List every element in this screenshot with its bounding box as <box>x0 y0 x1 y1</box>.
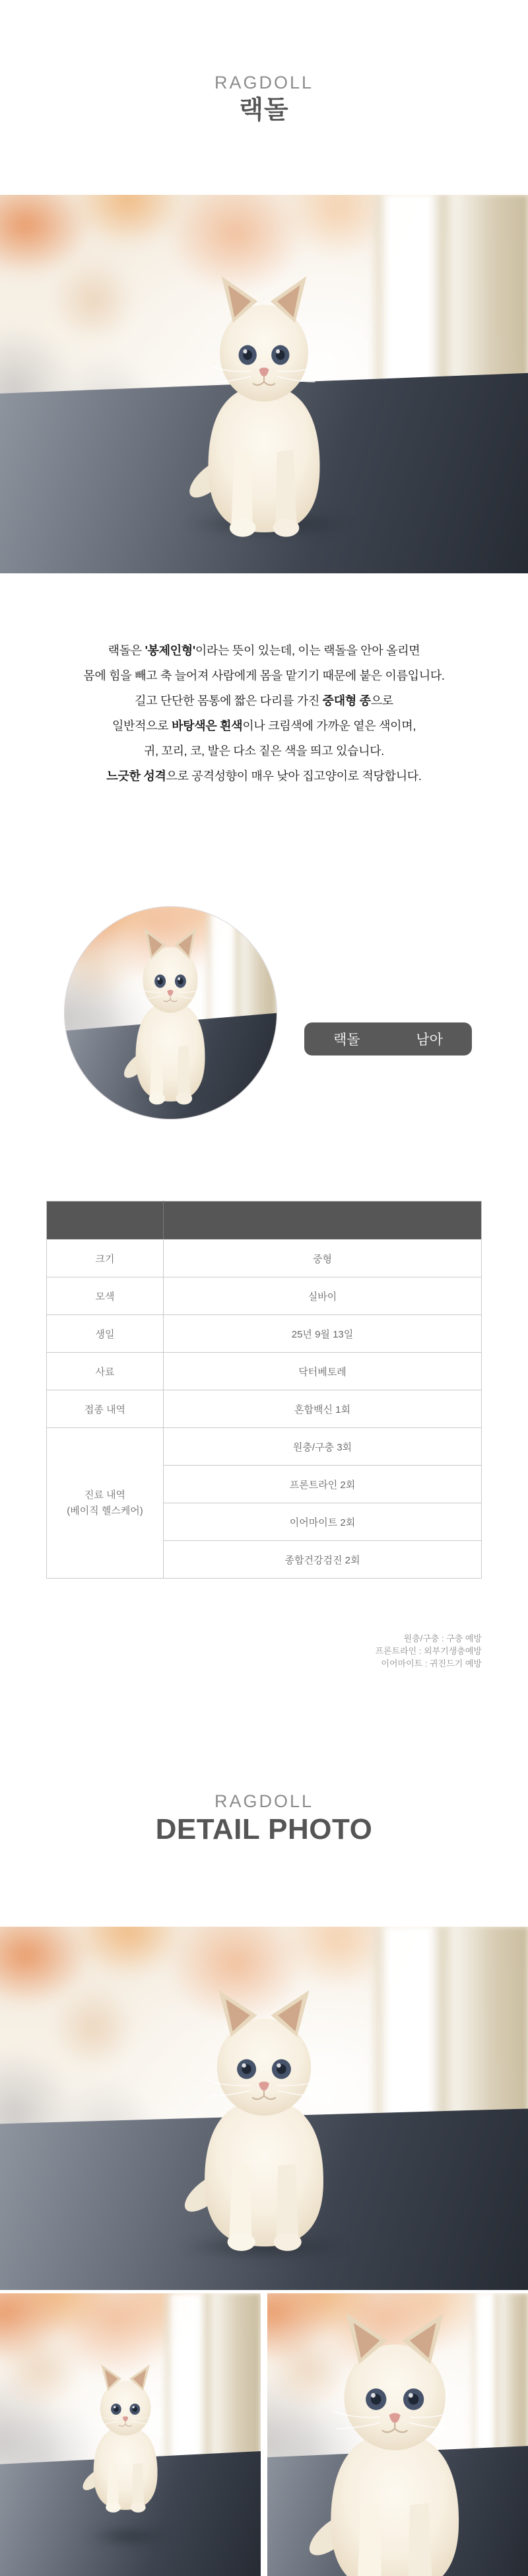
badge-breed-label: 랙돌 <box>333 1032 360 1048</box>
footnote: 원충/구충 : 구충 예방 <box>403 1633 482 1643</box>
description-line: 귀, 꼬리, 코, 발은 다소 짙은 색을 띄고 있습니다. <box>144 744 384 758</box>
hero-photo <box>0 195 528 573</box>
row-value: 중형 <box>164 1240 482 1277</box>
breed-eyebrow: RAGDOLL <box>214 73 314 92</box>
description-line: 일반적으로 바탕색은 흰색이나 크림색에 가까운 옅은 색이며, <box>112 719 416 733</box>
kitten-illustration <box>119 924 221 1106</box>
table-row <box>47 1277 482 1315</box>
row-label: 크기 <box>47 1240 164 1277</box>
pet-info-table <box>46 1201 482 1579</box>
kitten-illustration <box>177 1985 351 2254</box>
table-row <box>47 1315 482 1353</box>
breed-description <box>0 638 528 789</box>
detail-photo <box>0 1927 528 2290</box>
kitten-illustration <box>79 2361 172 2514</box>
care-item: 프론트라인 2회 <box>164 1466 482 1503</box>
care-item: 원충/구충 3회 <box>164 1428 482 1466</box>
row-value: 25년 9월 13일 <box>164 1315 482 1353</box>
table-row <box>47 1390 482 1428</box>
kitten-illustration <box>182 271 346 540</box>
care-item: 종합건강검진 2회 <box>164 1541 482 1579</box>
row-label: 생일 <box>47 1315 164 1353</box>
row-value: 닥터베토레 <box>164 1353 482 1390</box>
row-label: 사료 <box>47 1353 164 1390</box>
description-line: 랙돌은 '봉제인형'이라는 뜻이 있는데, 이는 랙돌을 안아 올리면 <box>108 644 420 657</box>
row-label: 접종 내역 <box>47 1390 164 1428</box>
breed-sex-badge <box>304 1022 472 1055</box>
table-row <box>47 1428 482 1466</box>
table-header-cell-left <box>47 1201 164 1240</box>
detail-title: DETAIL PHOTO <box>155 1813 373 1845</box>
care-label: 진료 내역 (베이직 헬스케어) <box>47 1428 164 1579</box>
profile-photo-circle <box>64 906 277 1120</box>
row-label: 모색 <box>47 1277 164 1315</box>
table-header-cell-right <box>164 1201 482 1240</box>
description-line: 느긋한 성격으로 공격성향이 매우 낮아 집고양이로 적당합니다. <box>106 769 422 783</box>
table-header-row <box>47 1201 482 1240</box>
table-row <box>47 1353 482 1390</box>
thumb-photo-right <box>267 2293 528 2576</box>
page-title: 랙돌 <box>239 96 289 124</box>
description-line: 길고 단단한 몸통에 짧은 다리를 가진 중대형 종으로 <box>135 694 393 707</box>
kitten-illustration <box>301 2307 488 2576</box>
row-value: 실바이 <box>164 1277 482 1315</box>
row-value: 혼합백신 1회 <box>164 1390 482 1428</box>
care-item: 이어마이트 2회 <box>164 1503 482 1541</box>
detail-eyebrow: RAGDOLL <box>214 1791 314 1811</box>
care-footnotes <box>375 1632 482 1670</box>
badge-sex-label: 남아 <box>416 1032 443 1048</box>
description-line: 몸에 힘을 빼고 축 늘어져 사람에게 몸을 맡기기 때문에 붙은 이름입니다. <box>83 669 445 682</box>
footnote: 프론트라인 : 외부기생충예방 <box>375 1646 482 1656</box>
table-row <box>47 1240 482 1277</box>
footnote: 이어마이트 : 귀진드기 예방 <box>381 1659 482 1668</box>
thumb-photo-left <box>0 2293 261 2576</box>
kitten-shadow <box>68 2522 188 2551</box>
